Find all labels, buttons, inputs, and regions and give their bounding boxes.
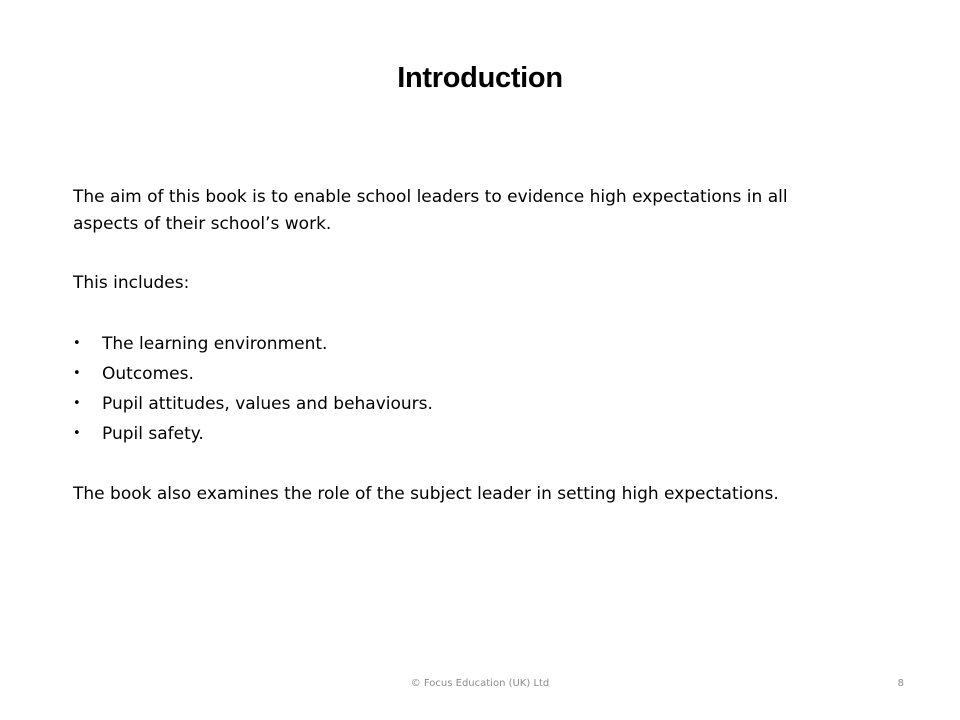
bullet-item — [73, 419, 833, 449]
bullet-text: The learning environment. — [102, 334, 328, 354]
bullet-icon: • — [73, 396, 81, 411]
bullet-item — [73, 359, 833, 389]
footer-copyright: © Focus Education (UK) Ltd — [410, 678, 550, 689]
bullet-icon: • — [73, 366, 81, 381]
closing-paragraph: The book also examines the role of the subject leader in setting high expectations. — [73, 484, 779, 504]
slide-title: Introduction — [397, 62, 563, 94]
bullet-item — [73, 389, 833, 419]
bullet-icon: • — [73, 336, 81, 351]
bullet-text: Pupil safety. — [102, 424, 204, 444]
bullet-text: Pupil attitudes, values and behaviours. — [102, 394, 433, 414]
slide-body — [73, 184, 833, 508]
bullet-icon: • — [73, 426, 81, 441]
intro-paragraph: The aim of this book is to enable school leaders to evidence high expectations in all aspects of their school’s work. — [73, 187, 788, 234]
bullet-text: Outcomes. — [102, 364, 194, 384]
bullet-list — [73, 329, 833, 449]
includes-label: This includes: — [73, 273, 190, 293]
bullet-item — [73, 329, 833, 359]
page-number: 8 — [897, 678, 904, 689]
